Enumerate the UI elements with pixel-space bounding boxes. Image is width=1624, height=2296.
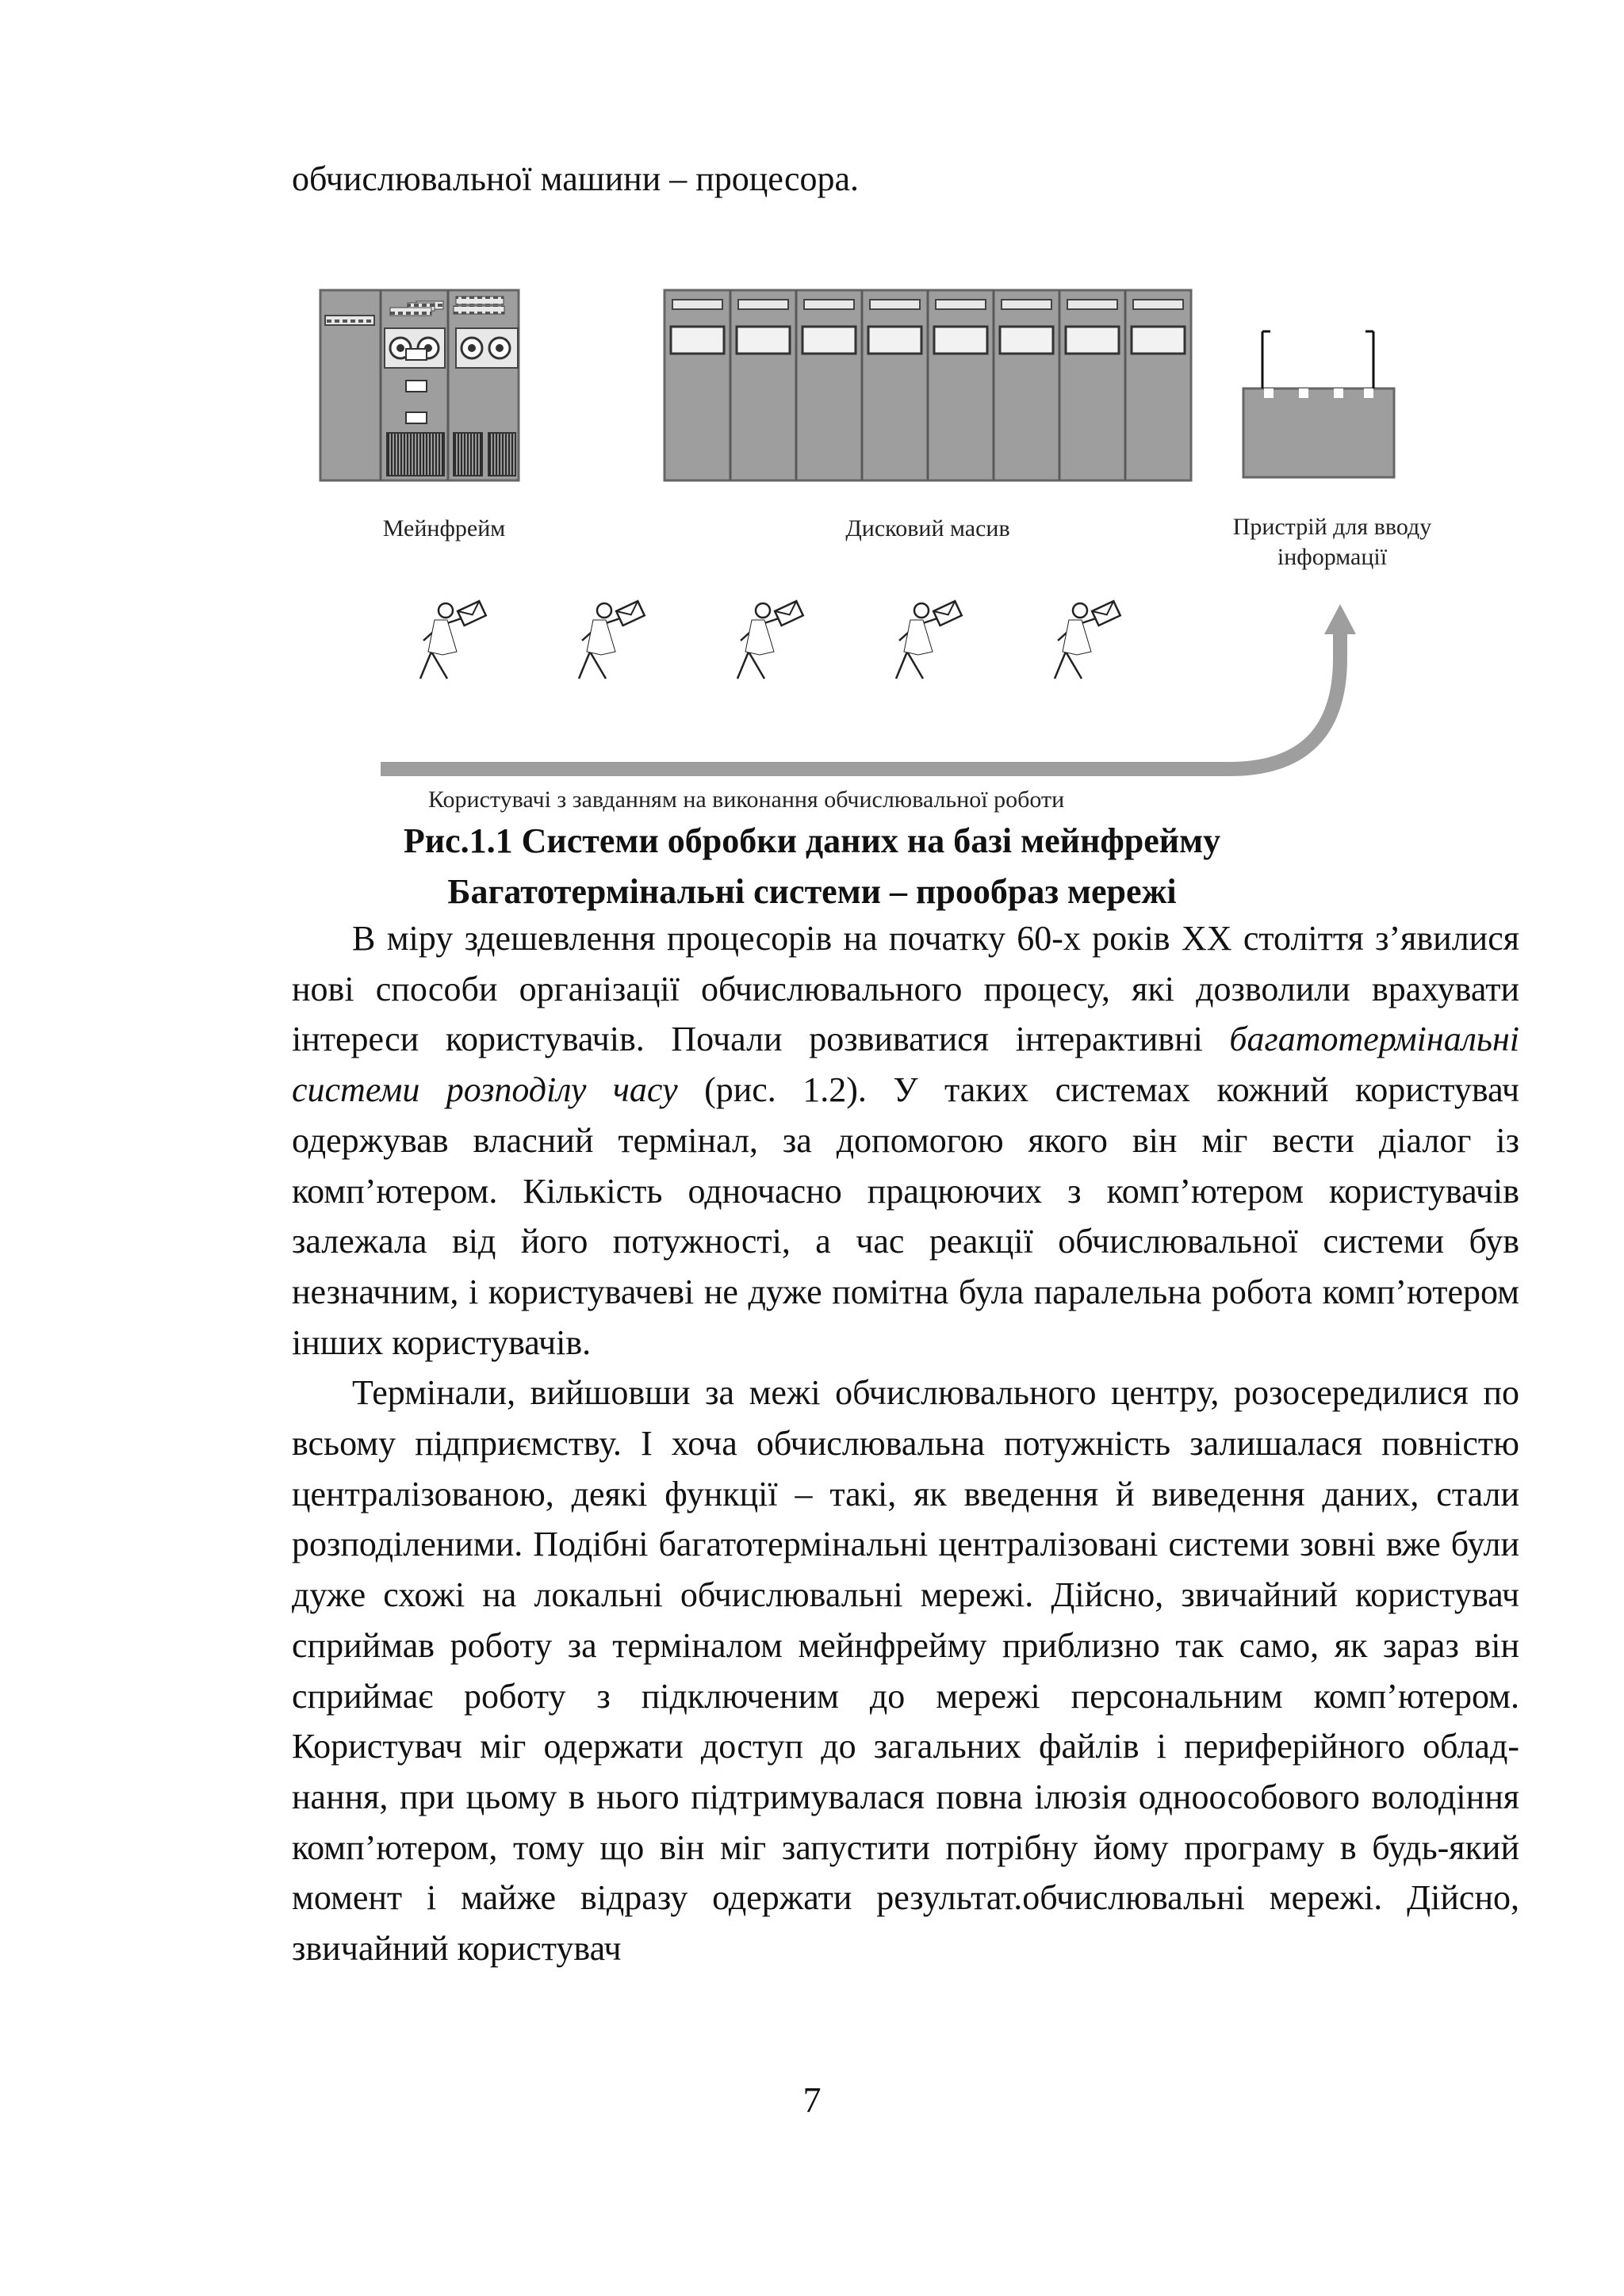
mainframe-illustration — [320, 290, 519, 480]
continued-text-line: обчислювальної машини – процесора. — [292, 159, 860, 198]
figure-caption: Рис.1.1 Системи обробки даних на базі мейнфрейму — [403, 821, 1221, 860]
walking-user-figure — [737, 601, 803, 679]
label-input-device-line2: інформації — [1277, 544, 1388, 570]
walking-user-figure — [420, 601, 486, 679]
label-users: Користувачі з завданням на виконання обчислювальної роботи — [428, 786, 1065, 813]
paragraph-1-italic-term: багатотермінальні системи розподілу часу — [292, 1020, 1519, 1110]
label-disk-array: Дисковий масив — [845, 515, 1010, 541]
label-mainframe: Мейнфрейм — [382, 515, 506, 541]
page-number: 7 — [802, 2080, 822, 2120]
walking-user-figure — [1055, 601, 1120, 679]
paragraph-1-part-2: (рис. 1.2). У таких системах кожний користувач одержував власний термінал, за допомогою якого він міг вести діалог із комп’ютером. Кількість одночасно працюючих з комп’ютером користувачів залежала від його потужності, а час реакції обчислювальної системи був незначним, і користувачеві не дуже помітна була паралельна робота комп’ютером інших користувачів. — [292, 1070, 1520, 1362]
disk-array-illustration — [665, 290, 1191, 480]
users-illustration — [420, 601, 1120, 679]
input-device-illustration — [1243, 312, 1394, 477]
paragraph-2: Термінали, вийшовши за межі обчислювального центру, розосередилися по всьому підприємству. І хоча обчислювальна потужність залишалася повністю централізованою, деякі функції – такі, як введення й виведення даних, стали розподіленими. Подібні багатотермінальні централізовані системи зовні вже були дуже схожі на локальні обчислювальні мережі. Дійсно, звичайний користувач сприймав роботу за терміналом мейнфрейму приблизно так само, як зараз він сприймає роботу з підключеним до мережі персональним комп’ютером. Користувач міг одержати доступ до загальних файлів і периферійного облад-нання, при цьому в нього підтримувалася повна ілюзія одноособового володіння комп’ютером, тому що він міг запустити потрібну йому програму в будь-який момент і майже відразу одержати результат.обчислювальні мережі. Дійсно, звичайний користувач — [292, 1373, 1519, 1969]
label-input-device-line1: Пристрій для вводу — [1232, 514, 1432, 540]
walking-user-figure — [579, 601, 645, 679]
figure-mainframe-system — [301, 277, 1459, 825]
body-text — [292, 913, 1519, 1974]
workflow-arrow — [381, 604, 1356, 769]
paragraph-1 — [292, 913, 1519, 1368]
walking-user-figure — [896, 601, 962, 679]
section-heading: Багатотермінальні системи – прообраз мережі — [447, 872, 1177, 911]
paragraph-1-part-1: В міру здешевлення процесорів на початку 60-х років XX століття з’явилися нові способи організації обчислювального процесу, які дозволили врахувати інтереси користувачів. Почали розвиватися інтерактивні — [292, 919, 1519, 1059]
disk-cabinet — [671, 300, 724, 354]
